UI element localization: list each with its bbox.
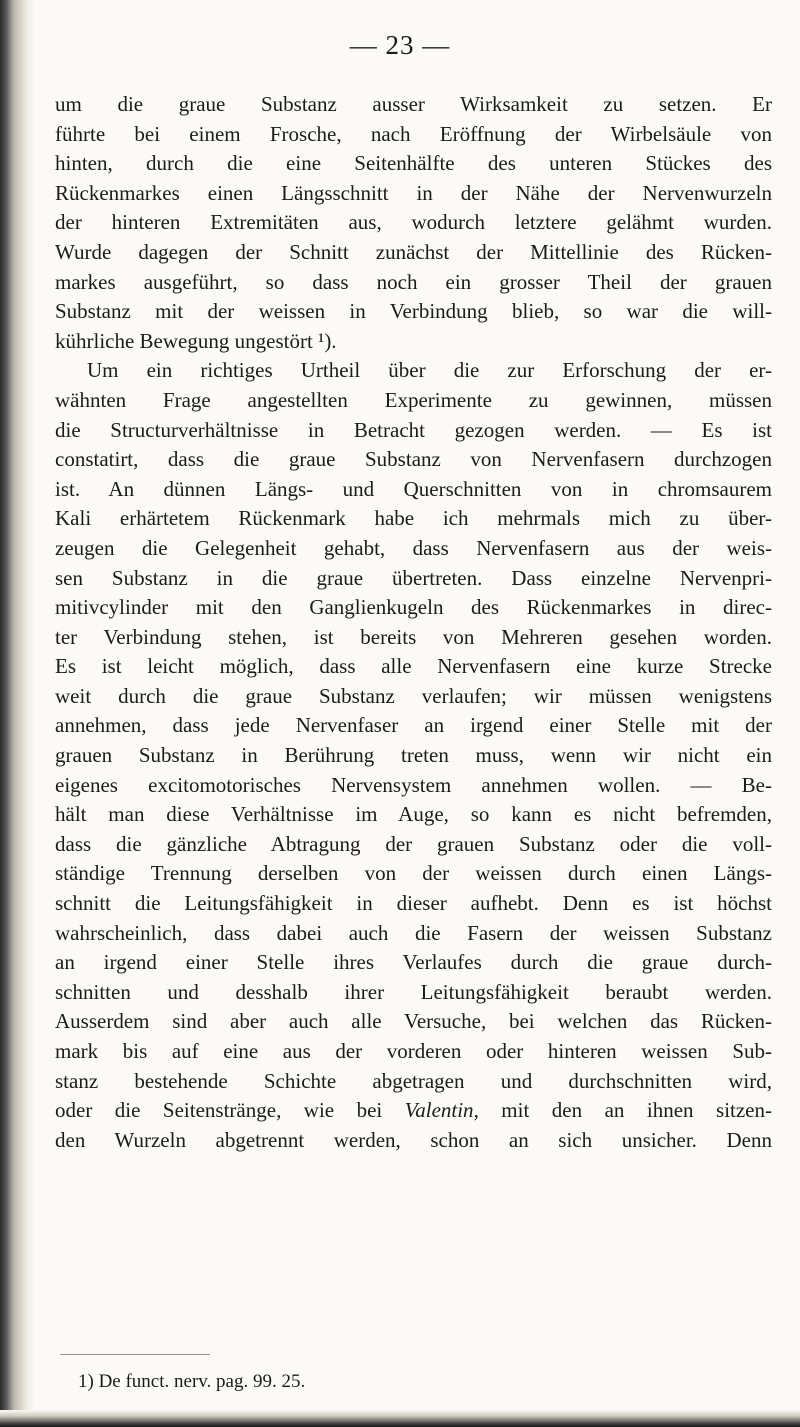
text-line: ist. An dünnen Längs- und Querschnitten von in chromsaurem (55, 476, 772, 501)
text-line: ständige Trennung derselben von der weissen durch einen Längs- (55, 861, 772, 886)
author-name-italic: Valentin (404, 1098, 474, 1123)
text-line: die Structurverhältnisse in Betracht gezogen werden. — Es ist (55, 417, 772, 442)
text-line: sen Substanz in die graue übertreten. Dass einzelne Nervenpri- (55, 565, 772, 590)
text-line: annehmen, dass jede Nervenfaser an irgend einer Stelle mit der (55, 713, 772, 738)
text-line: Um ein richtiges Urtheil über die zur Erforschung der er- (87, 358, 772, 383)
footnote-divider (60, 1354, 210, 1355)
page-bottom-edge (0, 1410, 800, 1427)
text-line: wähnten Frage angestellten Experimente zu gewinnen, müssen (55, 387, 772, 412)
text-line: führte bei einem Frosche, nach Eröffnung der Wirbelsäule von (55, 121, 772, 146)
text-line: hält man diese Verhältnisse im Auge, so kann es nicht befremden, (55, 802, 772, 827)
text-line: mitivcylinder mit den Ganglienkugeln des Rückenmarkes in direc- (55, 595, 772, 620)
text-line: Kali erhärtetem Rückenmark habe ich mehrmals mich zu über- (55, 506, 772, 531)
text-line: eigenes excitomotorisches Nervensystem annehmen wollen. — Be- (55, 772, 772, 797)
text-line: grauen Substanz in Berührung treten muss, wenn wir nicht ein (55, 743, 772, 768)
text-line: Es ist leicht möglich, dass alle Nervenfasern eine kurze Strecke (55, 654, 772, 679)
text-line: stanz bestehende Schichte abgetragen und durchschnitten wird, (55, 1068, 772, 1093)
text-line: oder die Seitenstränge, wie bei Valentin, mit den an ihnen sitzen- (55, 1098, 772, 1123)
text-line: wahrscheinlich, dass dabei auch die Fasern der weissen Substanz (55, 920, 772, 945)
text-line: schnitt die Leitungsfähigkeit in dieser aufhebt. Denn es ist höchst (55, 891, 772, 916)
text-line: weit durch die graue Substanz verlaufen; wir müssen wenigstens (55, 683, 772, 708)
text-line: constatirt, dass die graue Substanz von Nervenfasern durchzogen (55, 447, 772, 472)
text-line: um die graue Substanz ausser Wirksamkeit zu setzen. Er (55, 92, 772, 116)
text-line: ter Verbindung stehen, ist bereits von Mehreren gesehen worden. (55, 624, 772, 649)
text-line: den Wurzeln abgetrennt werden, schon an sich unsicher. Denn (55, 1127, 772, 1152)
text-line: der hinteren Extremitäten aus, wodurch letztere gelähmt wurden. (55, 210, 772, 235)
text-line: mark bis auf eine aus der vorderen oder hinteren weissen Sub- (55, 1039, 772, 1063)
text-line: kührliche Bewegung ungestört ¹). (55, 328, 337, 353)
body-text (55, 90, 772, 1155)
text-line: schnitten und desshalb ihrer Leitungsfähigkeit beraubt werden. (55, 979, 772, 1004)
text-line: Wurde dagegen der Schnitt zunächst der Mittellinie des Rücken- (55, 239, 772, 264)
book-binding-shadow (0, 0, 34, 1427)
text-line: zeugen die Gelegenheit gehabt, dass Nervenfasern aus der weis- (55, 535, 772, 560)
text-line: an irgend einer Stelle ihres Verlaufes durch die graue durch- (55, 950, 772, 975)
text-line: hinten, durch die eine Seitenhälfte des unteren Stückes des (55, 151, 772, 176)
text-line: Rückenmarkes einen Längsschnitt in der Nähe der Nervenwurzeln (55, 180, 772, 205)
text-line: Substanz mit der weissen in Verbindung blieb, so war die will- (55, 299, 772, 324)
footnote: 1) De funct. nerv. pag. 99. 25. (78, 1371, 306, 1392)
page-number: — 23 — (349, 30, 451, 60)
text-line: dass die gänzliche Abtragung der grauen Substanz oder die voll- (55, 831, 772, 856)
text-line: markes ausgeführt, so dass noch ein grosser Theil der grauen (55, 269, 772, 294)
text-line: Ausserdem sind aber auch alle Versuche, bei welchen das Rücken- (55, 1009, 772, 1034)
